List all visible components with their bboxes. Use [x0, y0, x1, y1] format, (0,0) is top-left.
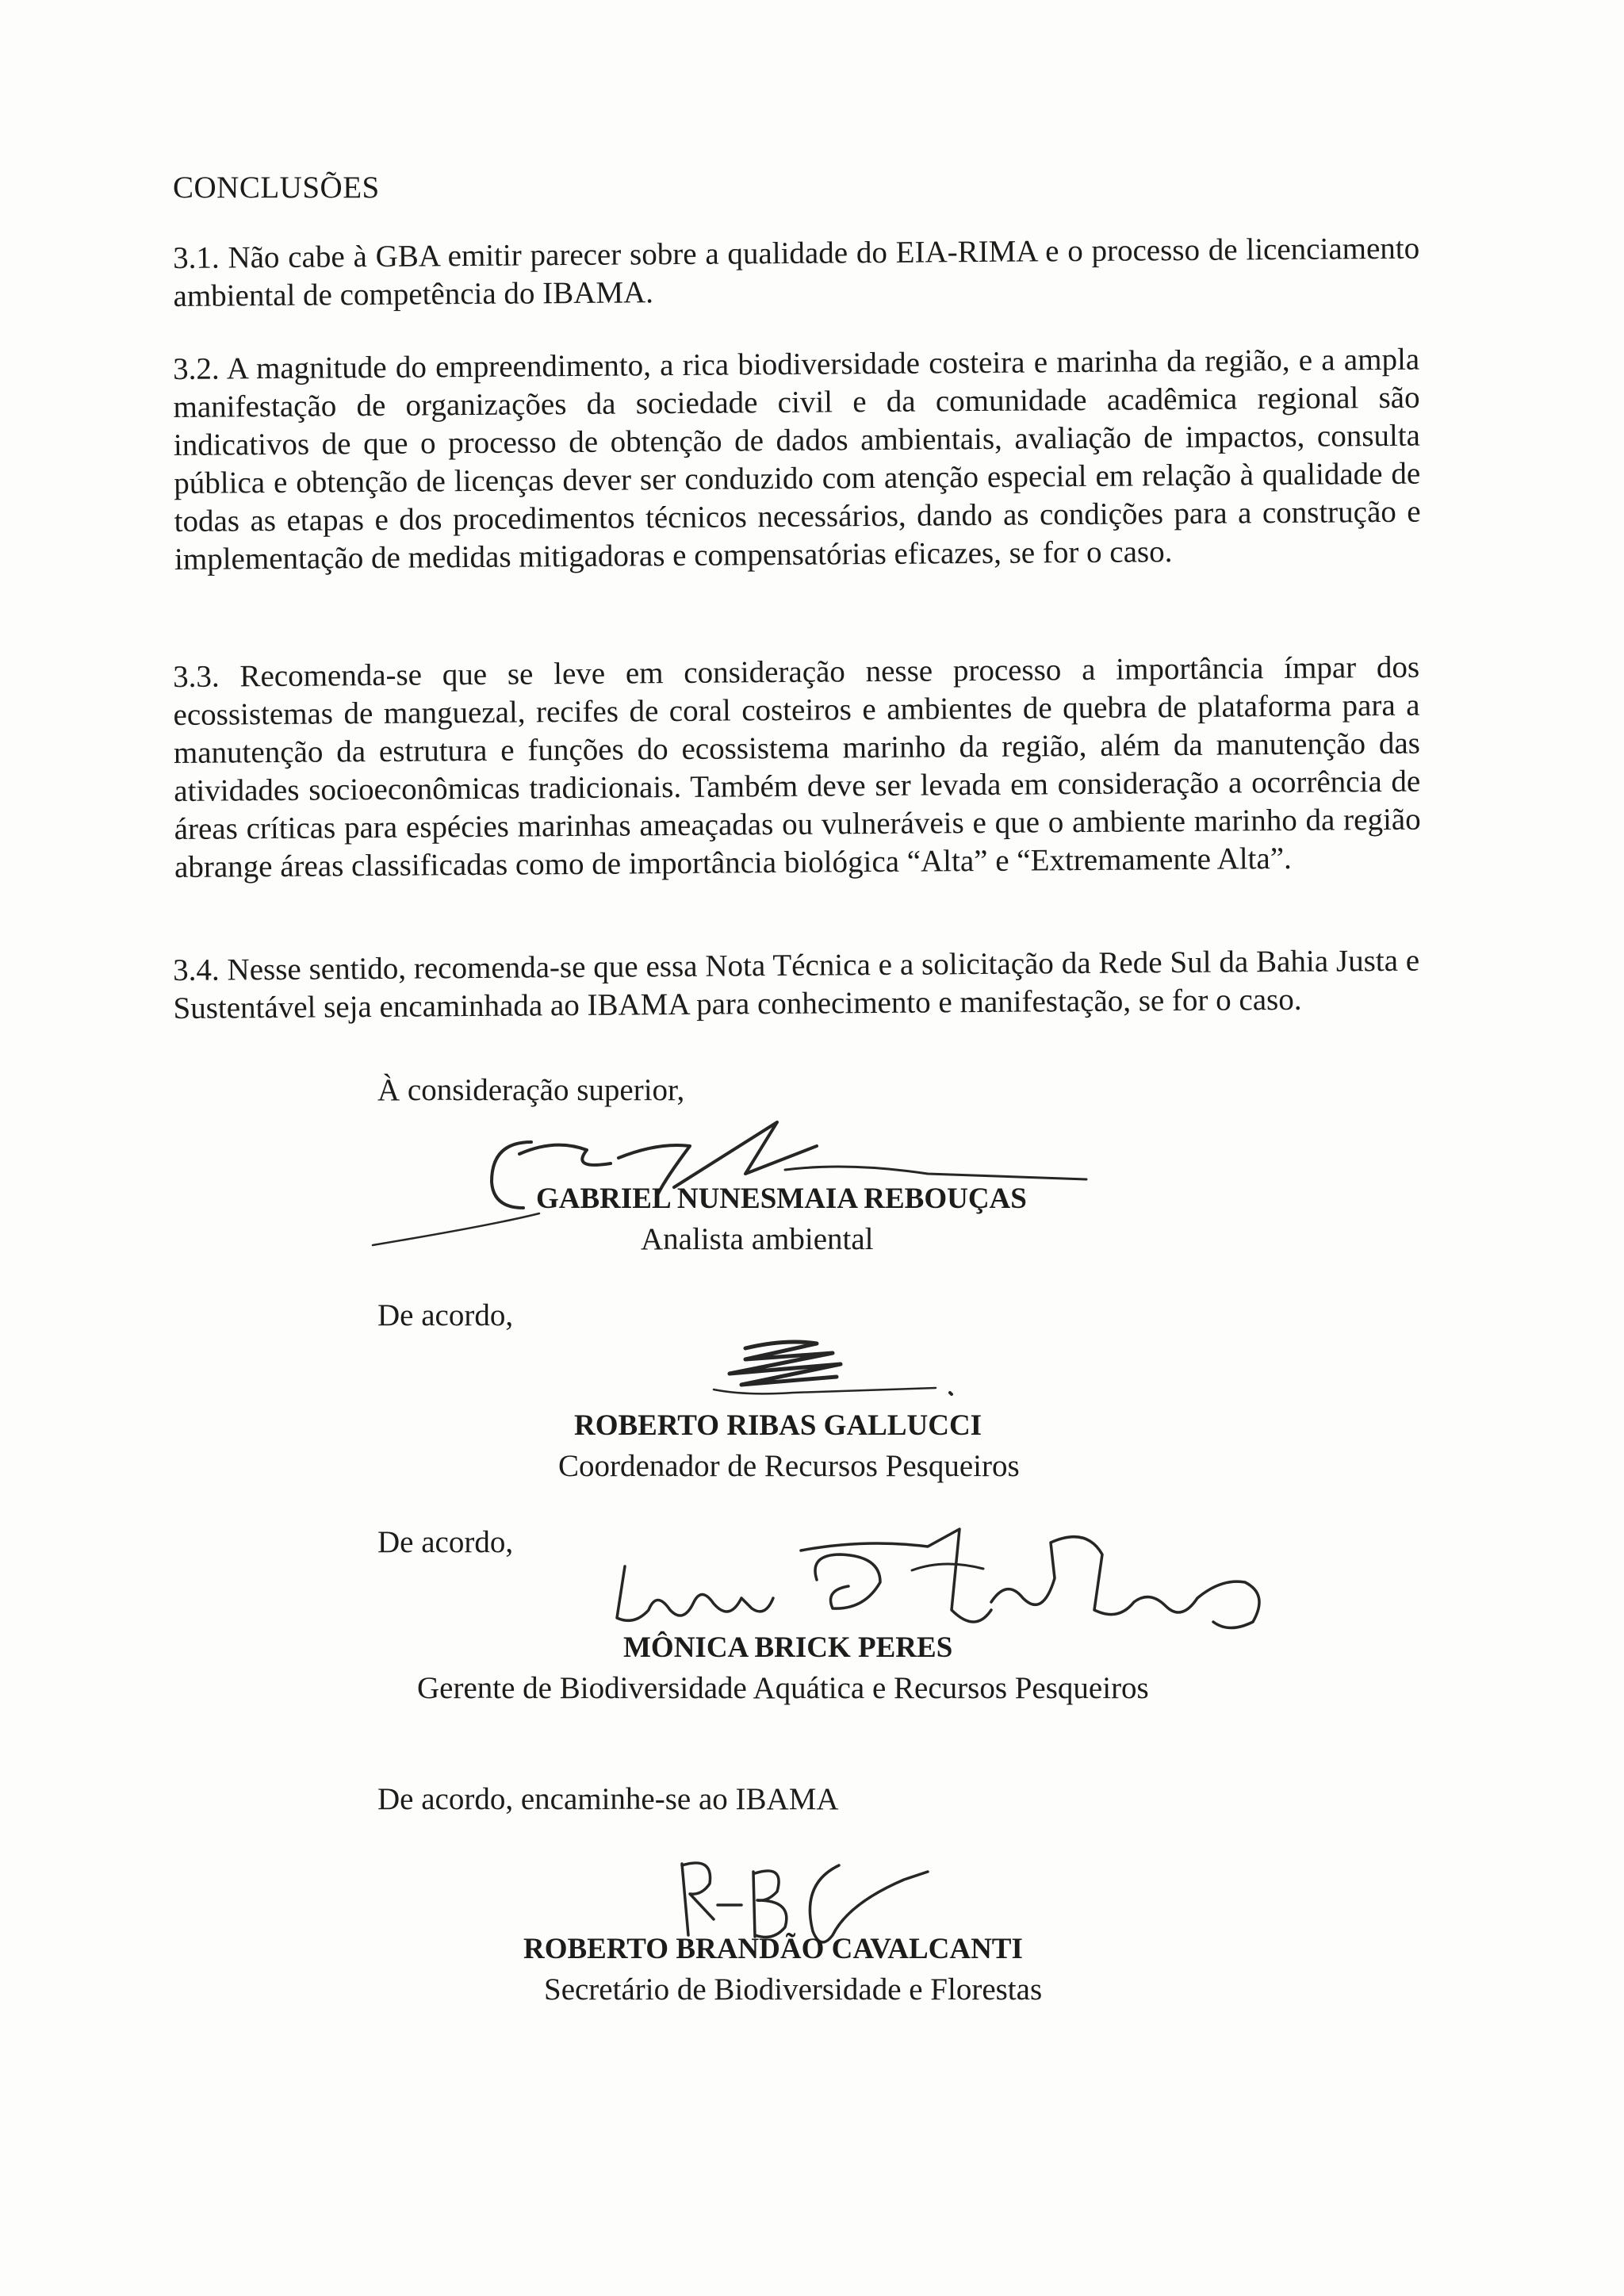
- signatory-name-1: GABRIEL NUNESMAIA REBOUÇAS: [536, 1182, 1027, 1215]
- closing-line: À consideração superior,: [377, 1073, 685, 1107]
- approval-line-1: De acordo,: [377, 1298, 514, 1332]
- signatory-role-4: Secretário de Biodiversidade e Florestas: [544, 1972, 1043, 2007]
- approval-line-3: De acordo, encaminhe-se ao IBAMA: [377, 1782, 839, 1816]
- paragraph-3-3: 3.3. Recomenda-se que se leve em consideração nesse processo a importância ímpar dos ecossistemas de manguezal, recifes de coral costeiros e ambientes de quebra de plataforma para a manutenção da estrutura e funções do ecossistema marinho da região, além da manutenção das atividades socioeconômicas tradicionais. Também deve ser levada em consideração a ocorrência de áreas críticas para espécies marinhas ameaçadas ou vulneráveis e que o ambiente marinho da região abrange áreas classificadas como de importância biológica “Alta” e “Extremamente Alta”.: [173, 650, 1421, 884]
- signatory-role-2: Coordenador de Recursos Pesqueiros: [558, 1449, 1020, 1483]
- paragraph-3-4: 3.4. Nesse sentido, recomenda-se que essa Nota Técnica e a solicitação da Rede Sul da Bahia Justa e Sustentável seja encaminhada ao IBAMA para conhecimento e manifestação, se for o caso.: [173, 943, 1420, 1025]
- signatory-role-3: Gerente de Biodiversidade Aquática e Recursos Pesqueiros: [417, 1671, 1149, 1705]
- approval-line-2: De acordo,: [377, 1525, 514, 1559]
- paragraph-3-1: 3.1. Não cabe à GBA emitir parecer sobre a qualidade do EIA-RIMA e o processo de licenciamento ambiental de competência do IBAMA.: [173, 231, 1420, 313]
- signatory-name-3: MÔNICA BRICK PERES: [623, 1631, 953, 1664]
- handwritten-signature-ribas: [698, 1332, 967, 1412]
- section-heading: CONCLUSÕES: [173, 171, 380, 205]
- paragraph-3-2: 3.2. A magnitude do empreendimento, a rica biodiversidade costeira e marinha da região, e a ampla manifestação de organizações da sociedade civil e da comunidade acadêmica regional são indicativos de que o processo de obtenção de dados ambientais, avaliação de impactos, consulta pública e obtenção de licenças dever ser conduzido com atenção especial em relação à qualidade de todas as etapas e dos procedimentos técnicos necessários, dando as condições para a construção e implementação de medidas mitigadoras e compensatórias eficazes, se for o caso.: [173, 342, 1421, 577]
- signatory-name-4: ROBERTO BRANDÃO CAVALCANTI: [523, 1933, 1023, 1965]
- signatory-name-2: ROBERTO RIBAS GALLUCCI: [574, 1409, 982, 1442]
- signatory-role-1: Analista ambiental: [641, 1222, 874, 1256]
